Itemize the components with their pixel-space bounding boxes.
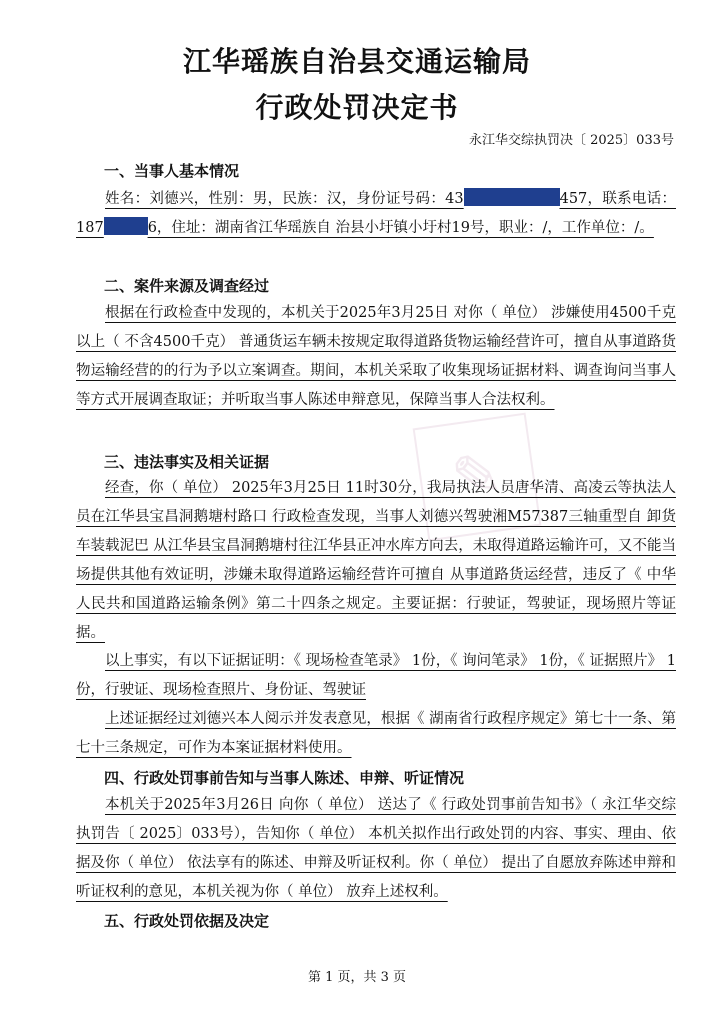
party-info-part-3: 6，住址：湖南省江华瑶族自 治县小圩镇小圩村19号，职业：/，工作单位：/。 [147,220,654,236]
notification-paragraph: 本机关于2025年3月26日 向你（ 单位） 送达了《 行政处罚事前告知书》（ 永江华交综执罚告〔 2025〕033号），告知你（ 单位） 本机关拟作出行政处罚的内容、事实、理由、依据及你（ 单位） 依法享有的陈述、申辩及听证权利。你（ 单位） 提出了自愿放弃陈述申辩和听证权利的意见，本机关视为你（ 单位） 放弃上述权利。 [76,797,676,900]
section-heading-3: 三、违法事实及相关证据 [104,453,270,471]
redaction-block [104,217,148,235]
evidence-confirm-paragraph: 上述证据经过刘德兴本人阅示并发表意见，根据《 湖南省行政程序规定》第七十一条、第七十三条规定，可作为本案证据材料使用。 [76,711,676,756]
document-title: 行政处罚决定书 [255,91,459,124]
section-heading-2: 二、案件来源及调查经过 [104,277,270,295]
section-heading-5: 五、行政处罚依据及决定 [104,912,270,930]
watermark-icon: ✎ [413,413,542,542]
section-heading-1: 一、当事人基本情况 [104,162,240,180]
redaction-block [464,188,560,206]
section-heading-4: 四、行政处罚事前告知与当事人陈述、申辩、听证情况 [104,769,465,787]
party-info-part-1: 姓名：刘德兴，性别：男，民族：汉，身份证号码：43 [105,191,464,207]
party-info-part-2: 457，联系电话：187 [76,191,676,236]
document-number: 永江华交综执罚决〔 2025〕033号 [468,133,674,148]
case-source-paragraph: 根据在行政检查中发现的，本机关于2025年3月25日 对你（ 单位） 涉嫌使用4500千克以上（ 不含4500千克） 普通货运车辆未按规定取得道路货物运输经营许可，擅自从事道路货物运输经营的的行为予以立案调查。期间，本机关采取了收集现场证据材料、调查询问当事人等方式开展调查取证；并听取当事人陈述申辩意见，保障当事人合法权利。 [76,305,676,408]
agency-title: 江华瑶族自治县交通运输局 [182,45,531,78]
party-info-paragraph [76,185,676,243]
evidence-paragraph: 以上事实，有以下证据证明：《 现场检查笔录》 1份，《 询问笔录》 1份，《 证据照片》 1份，行驶证、现场检查照片、身份证、驾驶证 [76,653,676,698]
facts-paragraph: 经查，你（ 单位） 2025年3月25日 11时30分，我局执法人员唐华清、高凌云等执法人员在江华县宝昌洞鹅塘村路口 行政检查发现，当事人刘德兴驾驶湘M57387三轴重型自 卸货车装载泥巴 从江华县宝昌洞鹅塘村往江华县正冲水库方向去，未取得道路运输许可，又不能当场提供其他有效证明，涉嫌未取得道路运输经营许可擅自 从事道路货运经营，违反了《 中华人民共和国道路运输条例》第二十四条之规定。主要证据：行驶证，驾驶证，现场照片等证据。 [76,480,676,641]
page-footer: 第 1 页，共 3 页 [307,970,407,985]
